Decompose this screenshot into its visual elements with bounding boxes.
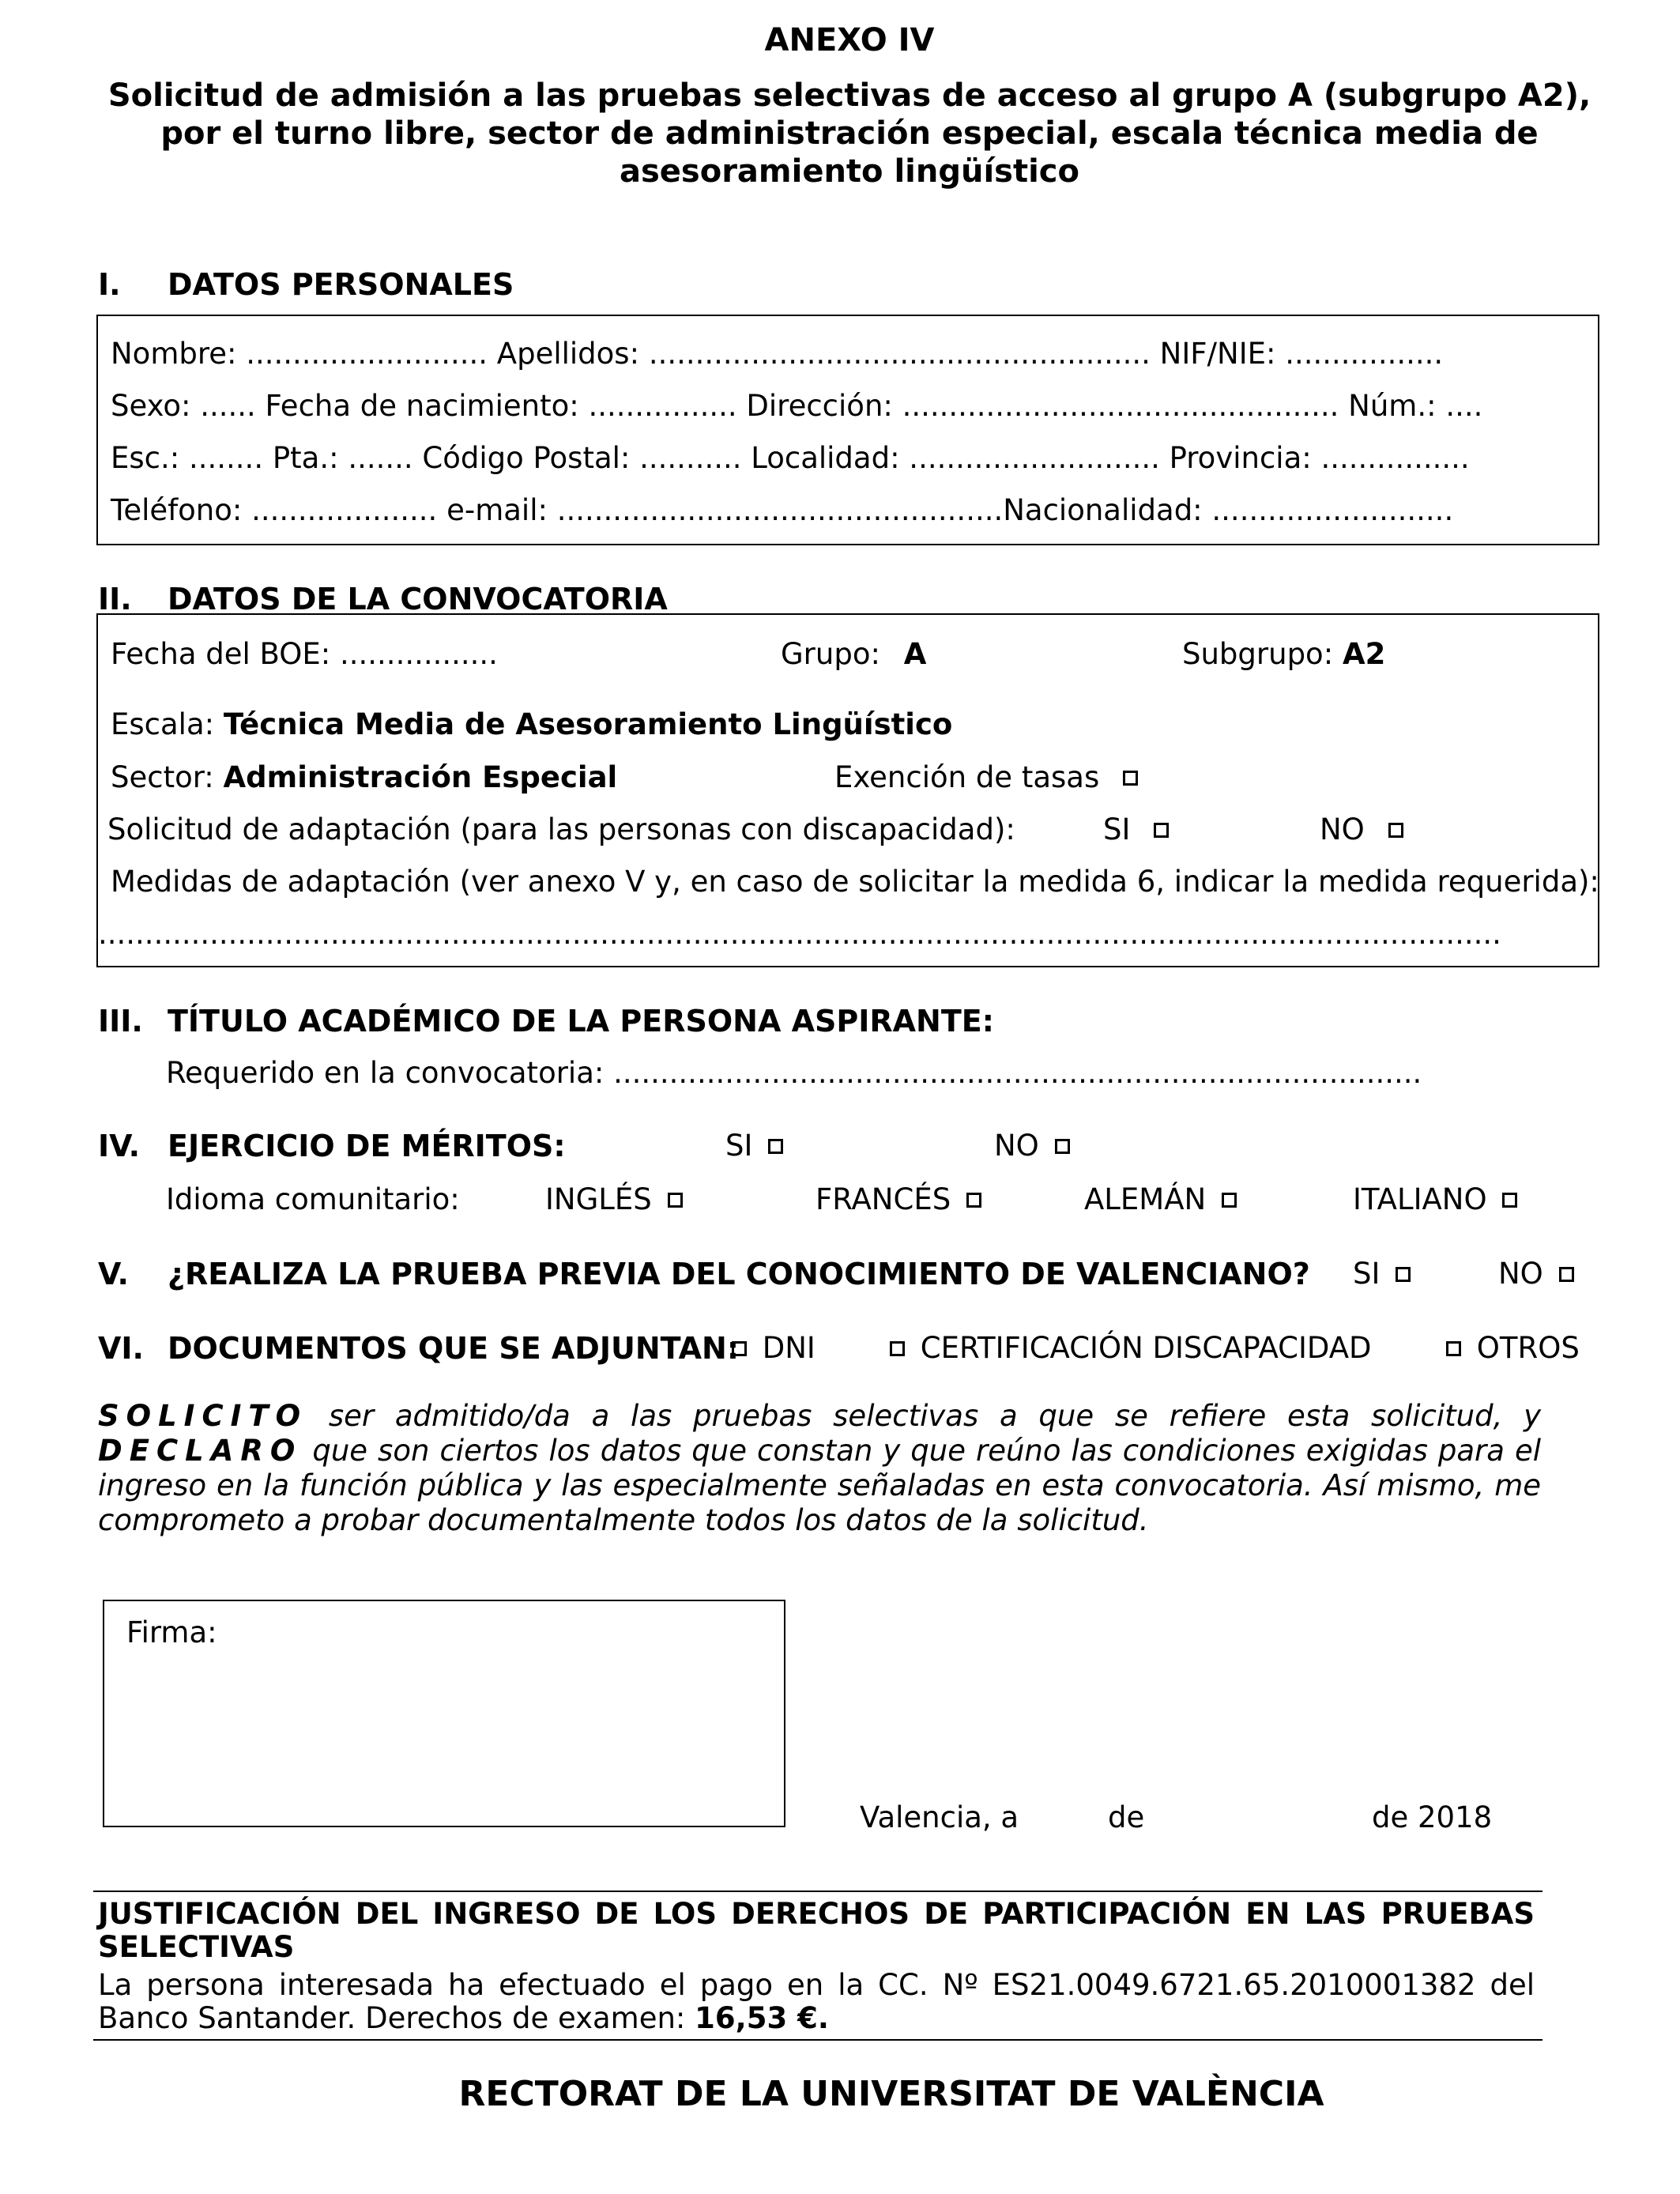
justification-top-divider [93,1891,1543,1892]
section-6-number: VI. [98,1331,144,1366]
exencion-checkbox[interactable] [1123,771,1138,786]
justification-bottom-divider [93,2039,1543,2041]
adaptacion-si-label: SI [1103,812,1131,846]
dni-checkbox[interactable] [732,1341,747,1356]
annex-title: ANEXO IV [764,22,935,58]
aleman-checkbox[interactable] [1222,1193,1237,1208]
adaptacion-si-checkbox[interactable] [1154,823,1169,838]
section-1-number: I. [98,267,121,302]
form-title-line-3: asesoramiento lingüístico [619,153,1079,190]
valenciano-si-checkbox[interactable] [1396,1267,1411,1282]
meritos-no-label: NO [994,1129,1039,1163]
certificacion-option [887,1331,1372,1365]
solicito-word: SOLICITO [98,1399,308,1433]
section-4-title: EJERCICIO DE MÉRITOS: [168,1129,566,1163]
grupo-field [781,637,926,671]
valenciano-no-label: NO [1498,1257,1543,1291]
justification-text-line-2-prefix: Banco Santander. Derechos de examen: [98,2001,686,2035]
section-5-title: ¿REALIZA LA PRUEBA PREVIA DEL CONOCIMIENTO DE VALENCIANO? [168,1257,1310,1291]
valenciano-si-option [1353,1257,1414,1291]
valenciano-si-label: SI [1353,1257,1381,1291]
grupo-label: Grupo: [781,637,880,671]
rectorat-footer: RECTORAT DE LA UNIVERSITAT DE VALÈNCIA [458,2074,1324,2114]
personal-row-address[interactable]: Sexo: ...... Fecha de nacimiento: ................ Dirección: ............................................... Núm.: .... [111,389,1483,423]
idioma-label: Idioma comunitario: [166,1182,460,1216]
dni-option [729,1331,816,1365]
titulo-requerido-field[interactable]: Requerido en la convocatoria: ....................................................................................... [166,1056,1422,1090]
subgrupo-label: Subgrupo: [1182,637,1334,671]
adaptacion-no-label: NO [1320,812,1365,846]
frances-label: FRANCÉS [816,1182,951,1216]
valencia-date-label: Valencia, a [860,1800,1019,1834]
escala-label: Escala: [111,707,215,741]
section-2-title: DATOS DE LA CONVOCATORIA [168,582,668,616]
meritos-si-checkbox[interactable] [768,1139,783,1154]
personal-row-contact[interactable]: Teléfono: .................... e-mail: ................................................Nacionalidad: .......................... [111,493,1454,527]
ingles-label: INGLÉS [545,1182,652,1216]
section-4-number: IV. [98,1129,141,1163]
otros-checkbox[interactable] [1446,1341,1461,1356]
declaration-line-4-text: comprometo a probar documentalmente todos los datos de la solicitud [98,1503,1139,1537]
aleman-option [1084,1182,1240,1216]
valenciano-no-checkbox[interactable] [1559,1267,1574,1282]
sector-value: Administración Especial [223,760,618,794]
date-de-label-1: de [1108,1800,1145,1834]
sector-field [111,760,617,794]
dni-label: DNI [762,1331,816,1365]
section-1-title: DATOS PERSONALES [168,267,514,302]
subgrupo-value: A2 [1342,637,1386,671]
justification-title-line-1: JUSTIFICACIÓN DEL INGRESO DE LOS DERECHOS DE PARTICIPACIÓN EN LAS PRUEBAS [98,1897,1535,1931]
section-3-title: TÍTULO ACADÉMICO DE LA PERSONA ASPIRANTE: [168,1004,994,1039]
date-de-year-label: de 2018 [1372,1800,1493,1834]
form-title-line-1: Solicitud de admisión a las pruebas selectivas de acceso al grupo A (subgrupo A2), [107,77,1591,114]
justification-title-line-2: SELECTIVAS [98,1930,295,1964]
adaptacion-no-option [1320,812,1407,846]
italiano-label: ITALIANO [1353,1182,1487,1216]
personal-row-location[interactable]: Esc.: ........ Pta.: ....... Código Postal: ........... Localidad: ........................... Provincia: ................ [111,441,1470,475]
section-5-number: V. [98,1257,129,1291]
boe-date-field[interactable]: Fecha del BOE: ................. [111,637,498,671]
otros-label: OTROS [1476,1331,1580,1365]
meritos-si-option [725,1129,786,1163]
grupo-value: A [903,637,927,671]
escala-value: Técnica Media de Asesoramiento Lingüístico [223,707,953,741]
escala-field [111,707,952,741]
form-title-line-2: por el turno libre, sector de administración especial, escala técnica media de [160,115,1539,152]
declaration-line-3: ingreso en la función pública y las especialmente señaladas en esta convocatoria. Así mismo, me [98,1468,1541,1502]
declaration-line-1-text: ser admitido/da a las pruebas selectivas a que se refiere esta solicitud, y [328,1399,1541,1433]
firma-label: Firma: [126,1615,217,1649]
medidas-label: Medidas de adaptación (ver anexo V y, en caso de solicitar la medida 6, indicar la medida requerida): [111,865,1599,899]
frances-checkbox[interactable] [966,1193,981,1208]
certificacion-checkbox[interactable] [890,1341,905,1356]
meritos-no-checkbox[interactable] [1055,1139,1070,1154]
adaptacion-label: Solicitud de adaptación (para las personas con discapacidad): [107,812,1015,846]
section-6-title: DOCUMENTOS QUE SE ADJUNTAN: [168,1331,740,1366]
subgrupo-field [1182,637,1385,671]
justification-text-line-2 [98,2001,829,2035]
ingles-checkbox[interactable] [668,1193,683,1208]
declaration-line-2-text: que son ciertos los datos que constan y que reúno las condiciones exigidas para el [312,1434,1542,1468]
otros-option [1443,1331,1580,1365]
medidas-dotted-line[interactable]: ....................................................................................................................................................... [98,917,1501,951]
exencion-option [834,760,1141,794]
meritos-no-option [994,1129,1073,1163]
italiano-option [1353,1182,1520,1216]
declaration-line-2 [98,1434,1541,1468]
certificacion-label: CERTIFICACIÓN DISCAPACIDAD [920,1331,1372,1365]
section-3-number: III. [98,1004,143,1039]
justification-text-line-1: La persona interesada ha efectuado el pago en la CC. Nº ES21.0049.6721.65.2010001382 del [98,1968,1535,2002]
declaration-line-4: comprometo a probar documentalmente todos los datos de la solicitud. [98,1503,1149,1537]
adaptacion-no-checkbox[interactable] [1388,823,1403,838]
exencion-label: Exención de tasas [834,760,1100,794]
valenciano-no-option [1498,1257,1577,1291]
declaro-word: DECLARO [98,1434,303,1468]
ingles-option [545,1182,686,1216]
italiano-checkbox[interactable] [1502,1193,1517,1208]
declaration-line-1 [98,1399,1541,1433]
section-2-number: II. [98,582,132,616]
personal-row-name[interactable]: Nombre: .......................... Apellidos: ...................................................... NIF/NIE: ................. [111,337,1444,371]
adaptacion-si-option [1103,812,1172,846]
meritos-si-label: SI [725,1129,753,1163]
frances-option [816,1182,985,1216]
aleman-label: ALEMÁN [1084,1182,1207,1216]
exam-fee-amount: 16,53 €. [695,2001,829,2035]
sector-label: Sector: [111,760,214,794]
